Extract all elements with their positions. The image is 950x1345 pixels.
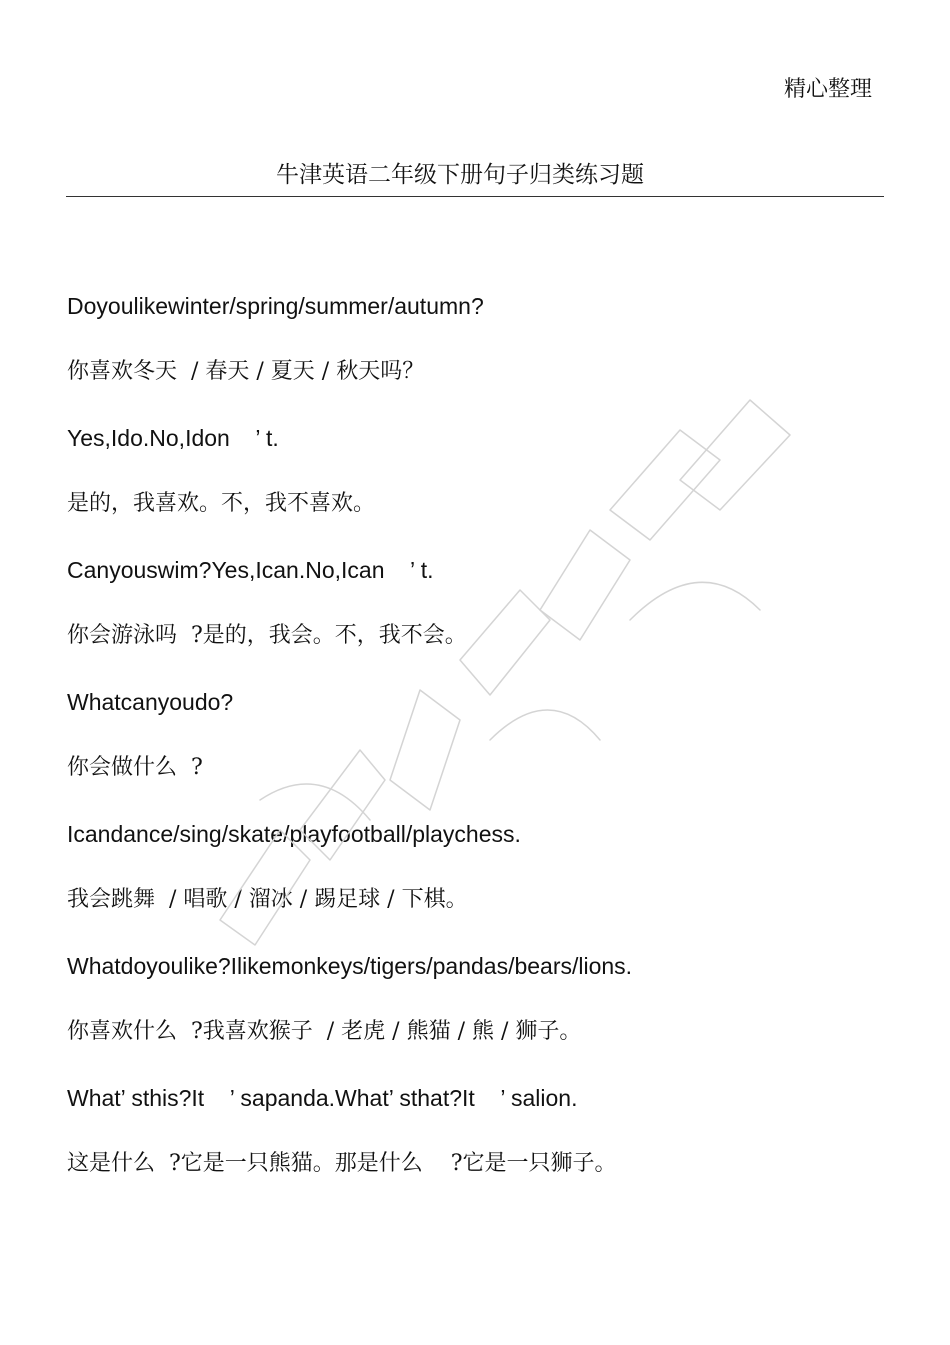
sentence-line: Yes,Ido.No,Idon ’ t. bbox=[67, 425, 279, 451]
document-title: 牛津英语二年级下册句子归类练习题 bbox=[276, 162, 644, 188]
sentence-translation: 这是什么 ?它是一只熊猫。那是什么 ?它是一只狮子。 bbox=[67, 1151, 617, 1176]
sentence-line: Icandance/sing/skate/playfootball/playchess. bbox=[67, 821, 521, 847]
header-note: 精心整理 bbox=[783, 77, 872, 102]
title-rule bbox=[66, 196, 884, 197]
sentence-translation: 我会跳舞 / 唱歌 / 溜冰 / 踢足球 / 下棋。 bbox=[67, 887, 468, 912]
sentence-line: Whatdoyoulike?Ilikemonkeys/tigers/pandas/bears/lions. bbox=[67, 953, 633, 979]
sentence-line: What’ sthis?It ’ sapanda.What’ sthat?It ’ salion. bbox=[67, 1085, 578, 1111]
sentence-list bbox=[67, 288, 867, 1212]
sentence-line: Whatcanyoudo? bbox=[67, 689, 234, 715]
sentence-line: Canyouswim?Yes,Ican.No,Ican ’ t. bbox=[67, 557, 434, 583]
sentence-translation: 是的，我喜欢。不，我不喜欢。 bbox=[67, 491, 376, 516]
sentence-line: Doyoulikewinter/spring/summer/autumn? bbox=[67, 293, 484, 319]
sentence-translation: 你会游泳吗 ?是的，我会。不，我不会。 bbox=[67, 623, 467, 648]
sentence-translation: 你喜欢冬天 / 春天 / 夏天 / 秋天吗？ bbox=[67, 359, 425, 384]
sentence-translation: 你喜欢什么 ?我喜欢猴子 / 老虎 / 熊猫 / 熊 / 狮子。 bbox=[67, 1019, 582, 1044]
sentence-translation: 你会做什么 ? bbox=[67, 755, 203, 780]
